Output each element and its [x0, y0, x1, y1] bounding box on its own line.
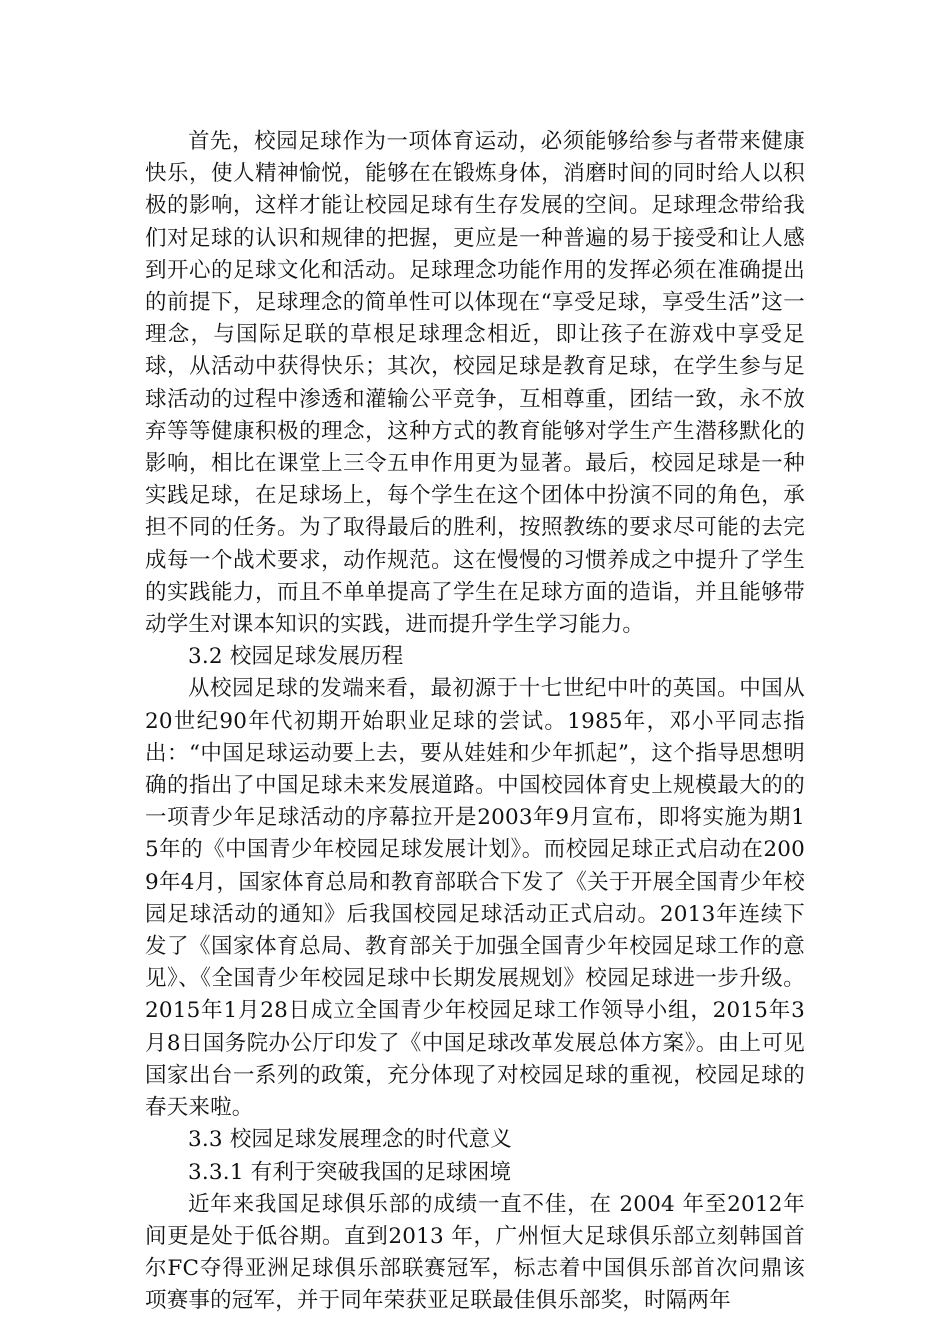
paragraph-football-dilemma: 近年来我国足球俱乐部的成绩一直不佳，在 2004 年至2012年间更是处于低谷期。直到2013 年，广州恒大足球俱乐部立刻韩国首尔FC夺得亚洲足球俱乐部联赛冠军，标志着中国俱乐部首次问鼎该项赛事的冠军，并于同年荣获亚足联最佳俱乐部奖，时隔两年 — [145, 1191, 805, 1314]
paragraph-school-football-concept: 首先，校园足球作为一项体育运动，必须能够给参与者带来健康快乐，使人精神愉悦，能够在在锻炼身体，消磨时间的同时给人以积极的影响，这样才能让校园足球有生存发展的空间。足球理念带给我们对足球的认识和规律的把握，更应是一种普遍的易于接受和让人感到开心的足球文化和活动。足球理念功能作用的发挥必须在准确提出的前提下，足球理念的简单性可以体现在“享受足球，享受生活”这一理念，与国际足联的草根足球理念相近，即让孩子在游戏中享受足球，从活动中获得快乐；其次，校园足球是教育足球，在学生参与足球活动的过程中渗透和灌输公平竞争，互相尊重，团结一致，永不放弃等等健康积极的理念，这种方式的教育能够对学生产生潜移默化的影响，相比在课堂上三令五申作用更为显著。最后，校园足球是一种实践足球，在足球场上，每个学生在这个团体中扮演不同的角色，承担不同的任务。为了取得最后的胜利，按照教练的要求尽可能的去完成每一个战术要求，动作规范。这在慢慢的习惯养成之中提升了学生的实践能力，而且不单单提高了学生在足球方面的造诣，并且能够带动学生对课本知识的实践，进而提升学生学习能力。 — [145, 129, 805, 638]
section-heading-3-3-1: 3.3.1 有利于突破我国的足球困境 — [188, 1159, 512, 1185]
paragraph-development-history: 从校园足球的发端来看，最初源于十七世纪中叶的英国。中国从20世纪90年代初期开始职业足球的尝试。1985年，邓小平同志指出：“中国足球运动要上去，要从娃娃和少年抓起”，这个指导思想明确的指出了中国足球未来发展道路。中国校园体育史上规模最大的的一项青少年足球活动的序幕拉开是2003年9月宣布，即将实施为期15年的《中国青少年校园足球发展计划》。而校园足球正式启动在2009年4月，国家体育总局和教育部联合下发了《关于开展全国青少年校园足球活动的通知》后我国校园足球活动正式启动。2013年连续下发了《国家体育总局、教育部关于加强全国青少年校园足球工作的意见》、《全国青少年校园足球中长期发展规划》校园足球进一步升级。2015年1月28日成立全国青少年校园足球工作领导小组，2015年3月8日国务院办公厅印发了《中国足球改革发展总体方案》。由上可见国家出台一系列的政策，充分体现了对校园足球的重视，校园足球的春天来啦。 — [145, 676, 805, 1121]
document-body — [145, 126, 805, 1318]
section-heading-3-3: 3.3 校园足球发展理念的时代意义 — [188, 1127, 512, 1153]
section-heading-3-2: 3.2 校园足球发展历程 — [188, 644, 404, 670]
